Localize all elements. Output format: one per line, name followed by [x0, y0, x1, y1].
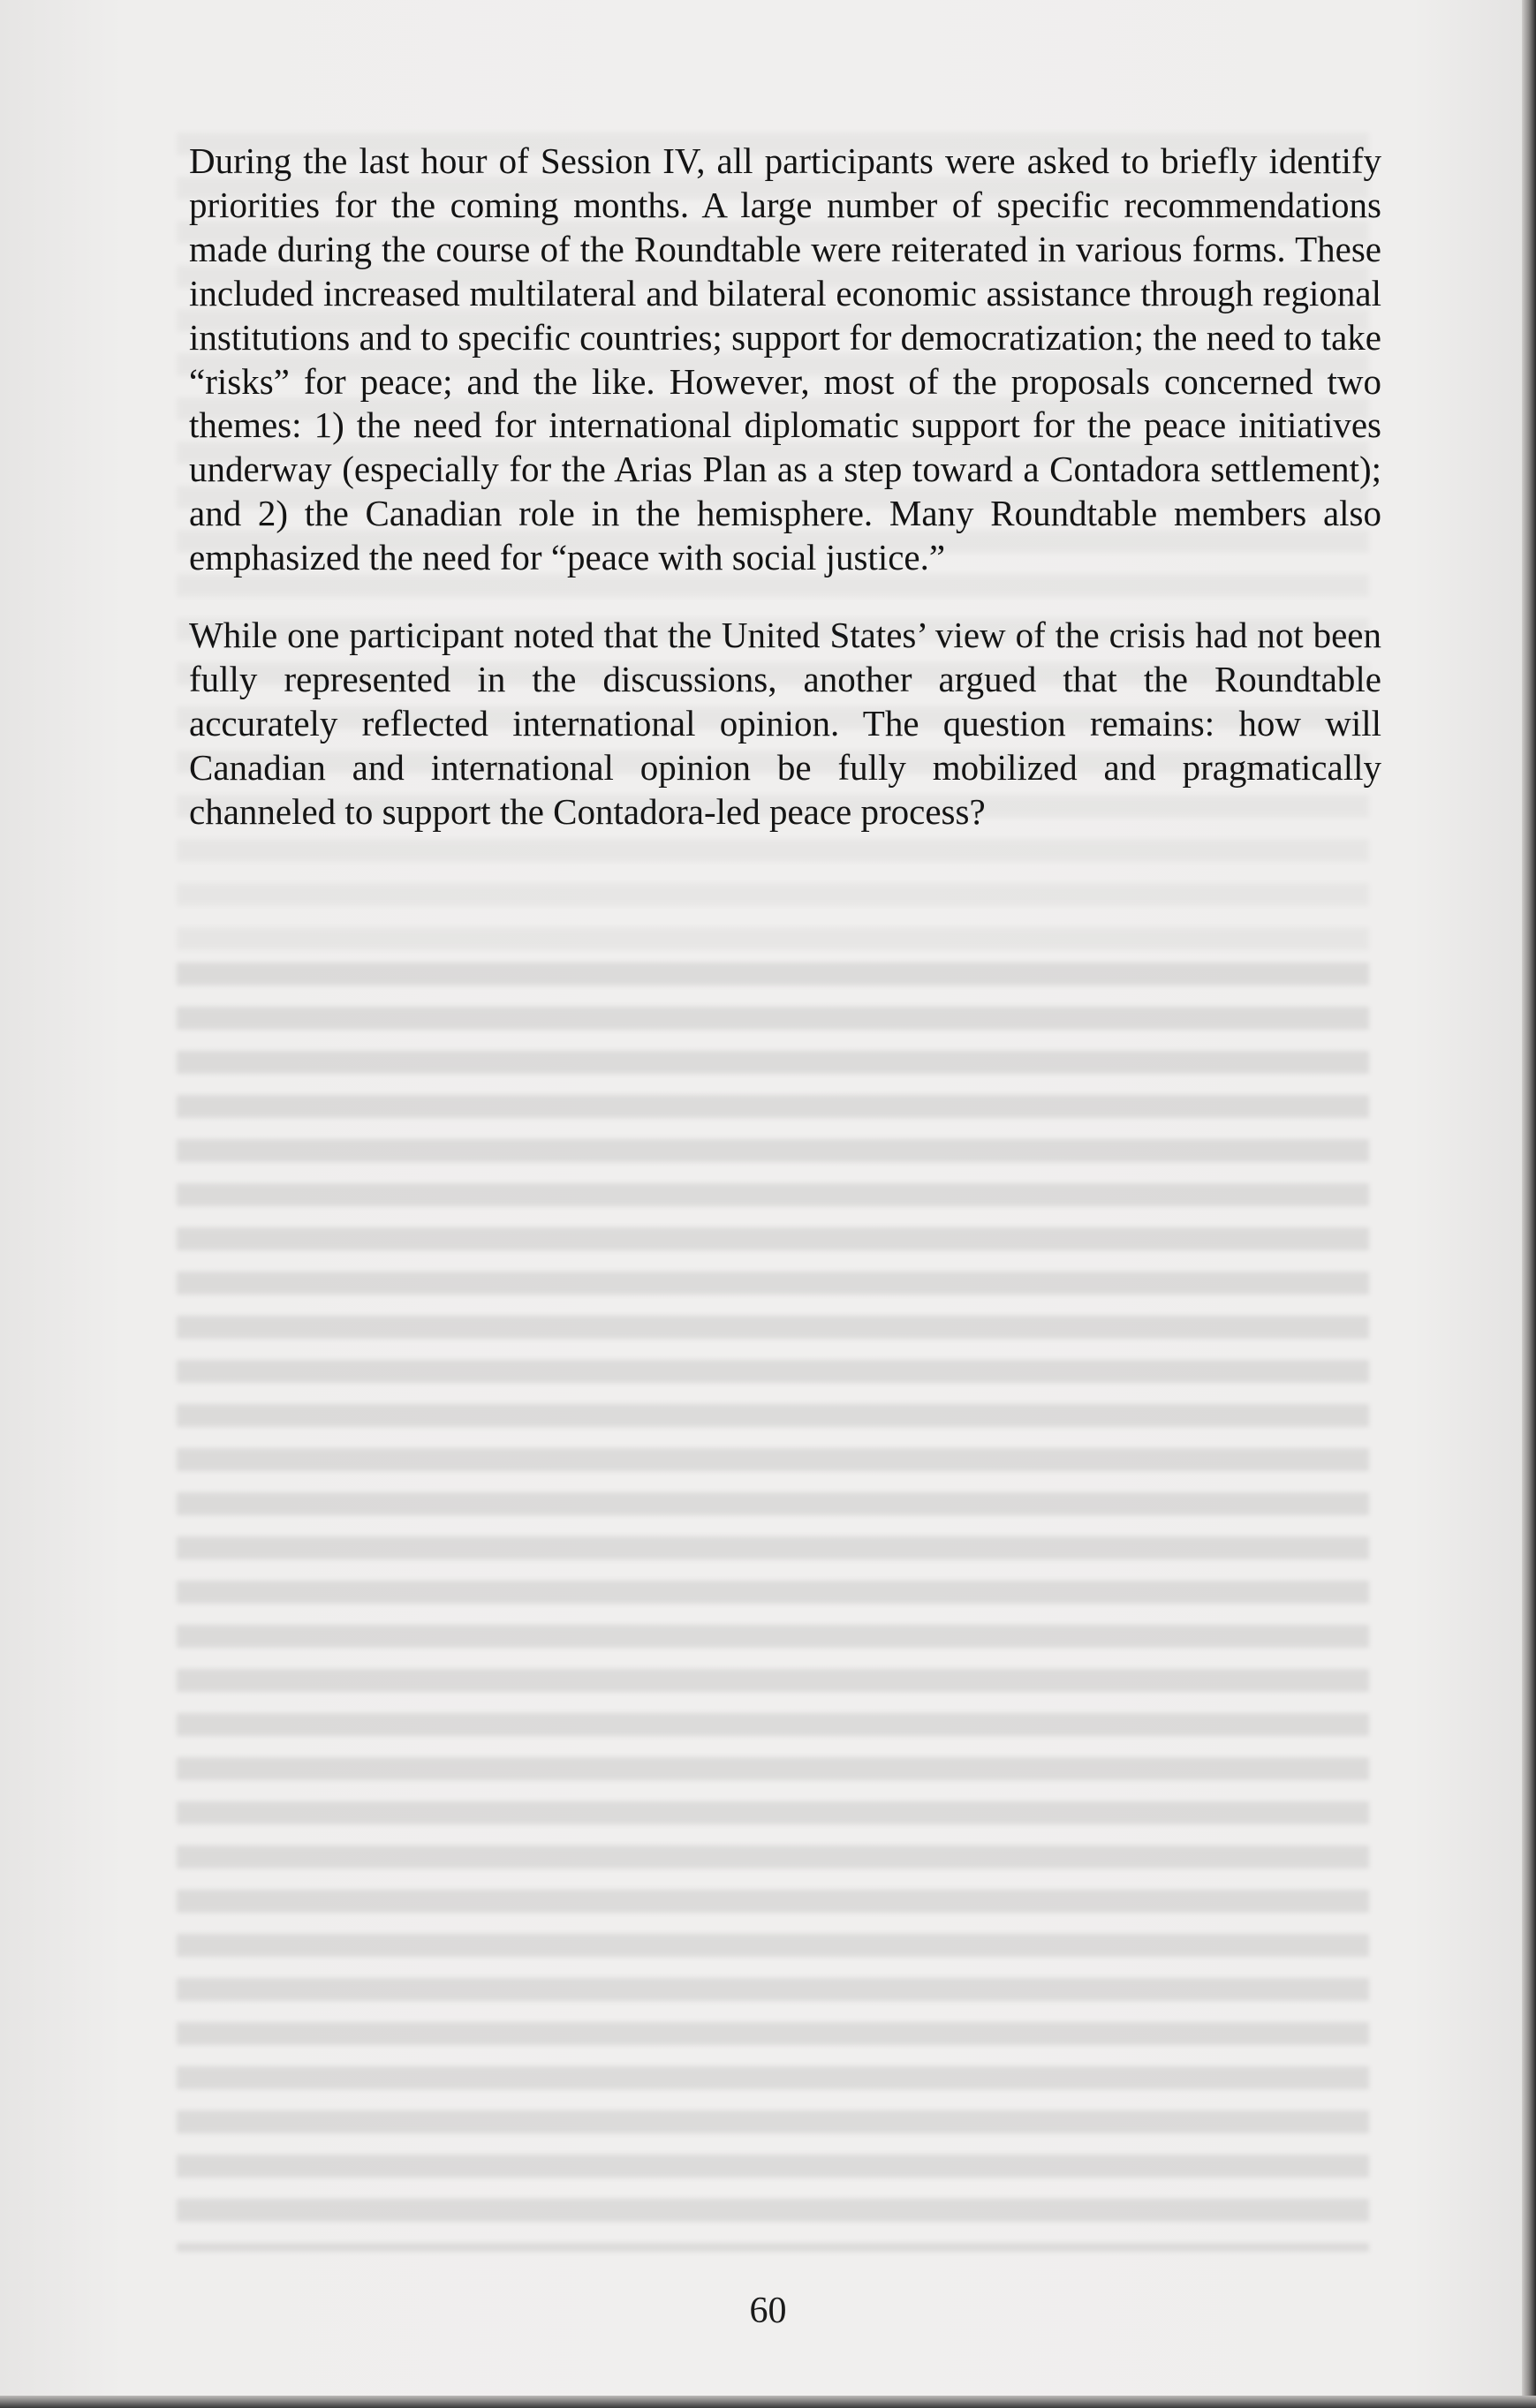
body-text — [189, 140, 1381, 834]
paragraph-opinion: While one participant noted that the United States’ view of the crisis had not been fully represented in the discussions, another argued that the Roundtable accurately reflected international opinion. The question remains: how will Canadian and international opinion be fully mobilized and pragmatically channeled to support the Contadora-led peace process? — [189, 615, 1381, 832]
page-bottom-shadow — [0, 2396, 1536, 2408]
page-number: 60 — [749, 2291, 787, 2331]
page-edge-shadow — [1522, 0, 1536, 2408]
reverse-side-show-through — [177, 962, 1369, 2252]
paragraph-priorities: During the last hour of Session IV, all participants were asked to briefly identify priorities for the coming months. A large number of specific recommendations made during the course of the Roundtable were reiterated in various forms. These included increased multilateral and bilateral economic assistance through regional institutions and to specific countries; support for democratization; the need to take “risks” for peace; and the like. However, most of the proposals concerned two themes: 1) the need for international diplomatic support for the peace initiatives underway (especially for the Arias Plan as a step toward a Contadora settlement); and 2) the Canadian role in the hemisphere. Many Roundtable members also emphasized the need for “peace with social justice.” — [189, 140, 1381, 578]
